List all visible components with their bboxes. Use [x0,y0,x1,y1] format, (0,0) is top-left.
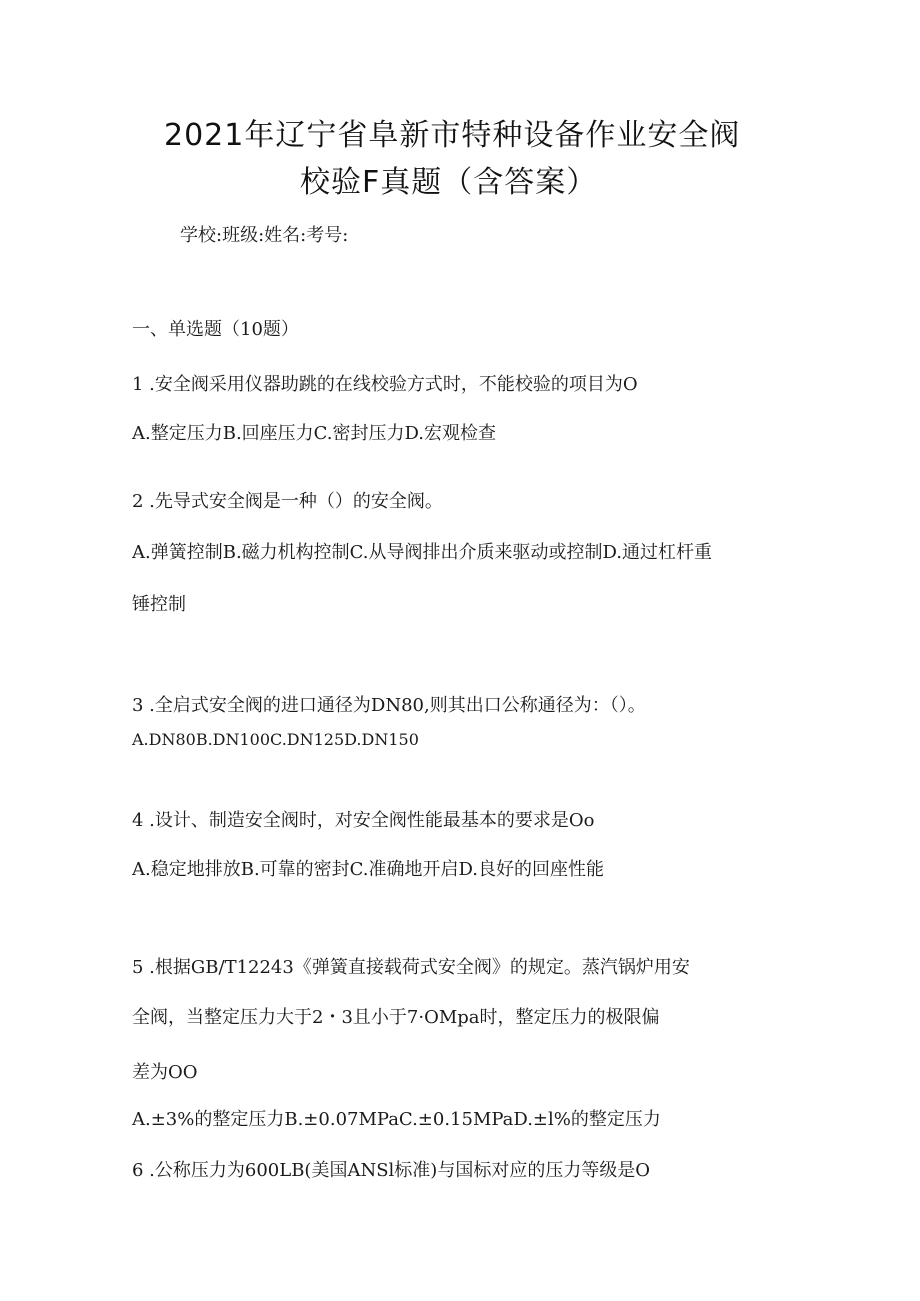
question-5-options: A.±3%的整定压力B.±0.07MPaC.±0.15MPaD.±l%的整定压力 [132,1109,661,1130]
page-title-line-2: 校验F真题（含答案） [300,165,598,200]
question-5-line-1: 5 .根据GB/T12243《弹簧直接载荷式安全阀》的规定。蒸汽锅炉用安 [132,957,690,978]
question-1-options: A.整定压力B.回座压力C.密封压力D.宏观检查 [132,423,497,444]
question-3: 3 .全启式安全阀的进口通径为DN80,则其出口公称通径为：（）。 [132,695,646,716]
question-2-options-line-2: 锤控制 [132,594,186,615]
question-2-options-line-1: A.弹簧控制B.磁力机构控制C.从导阀排出介质来驱动或控制D.通过杠杆重 [132,542,713,563]
question-3-options: A.DN80B.DN100C.DN125D.DN150 [132,730,419,749]
question-6: 6 .公称压力为600LB(美国ANSl标准)与国标对应的压力等级是O [132,1160,651,1181]
student-info-line: 学校:班级:姓名:考号: [180,225,349,246]
question-1: 1 .安全阀采用仪器助跳的在线校验方式时，不能校验的项目为O [132,374,638,395]
question-2: 2 .先导式安全阀是一种（）的安全阀。 [132,491,443,512]
page-title-line-1: 2021年辽宁省阜新市特种设备作业安全阀 [164,118,741,153]
section-heading: 一、单选题（10题） [132,319,299,340]
question-5-line-3: 差为OO [132,1062,198,1083]
question-4-options: A.稳定地排放B.可靠的密封C.准确地开启D.良好的回座性能 [132,859,605,880]
question-5-line-2: 全阀，当整定压力大于2・3且小于7·OMpa时，整定压力的极限偏 [132,1007,660,1028]
question-4: 4 .设计、制造安全阀时，对安全阀性能最基本的要求是Oo [132,810,595,831]
